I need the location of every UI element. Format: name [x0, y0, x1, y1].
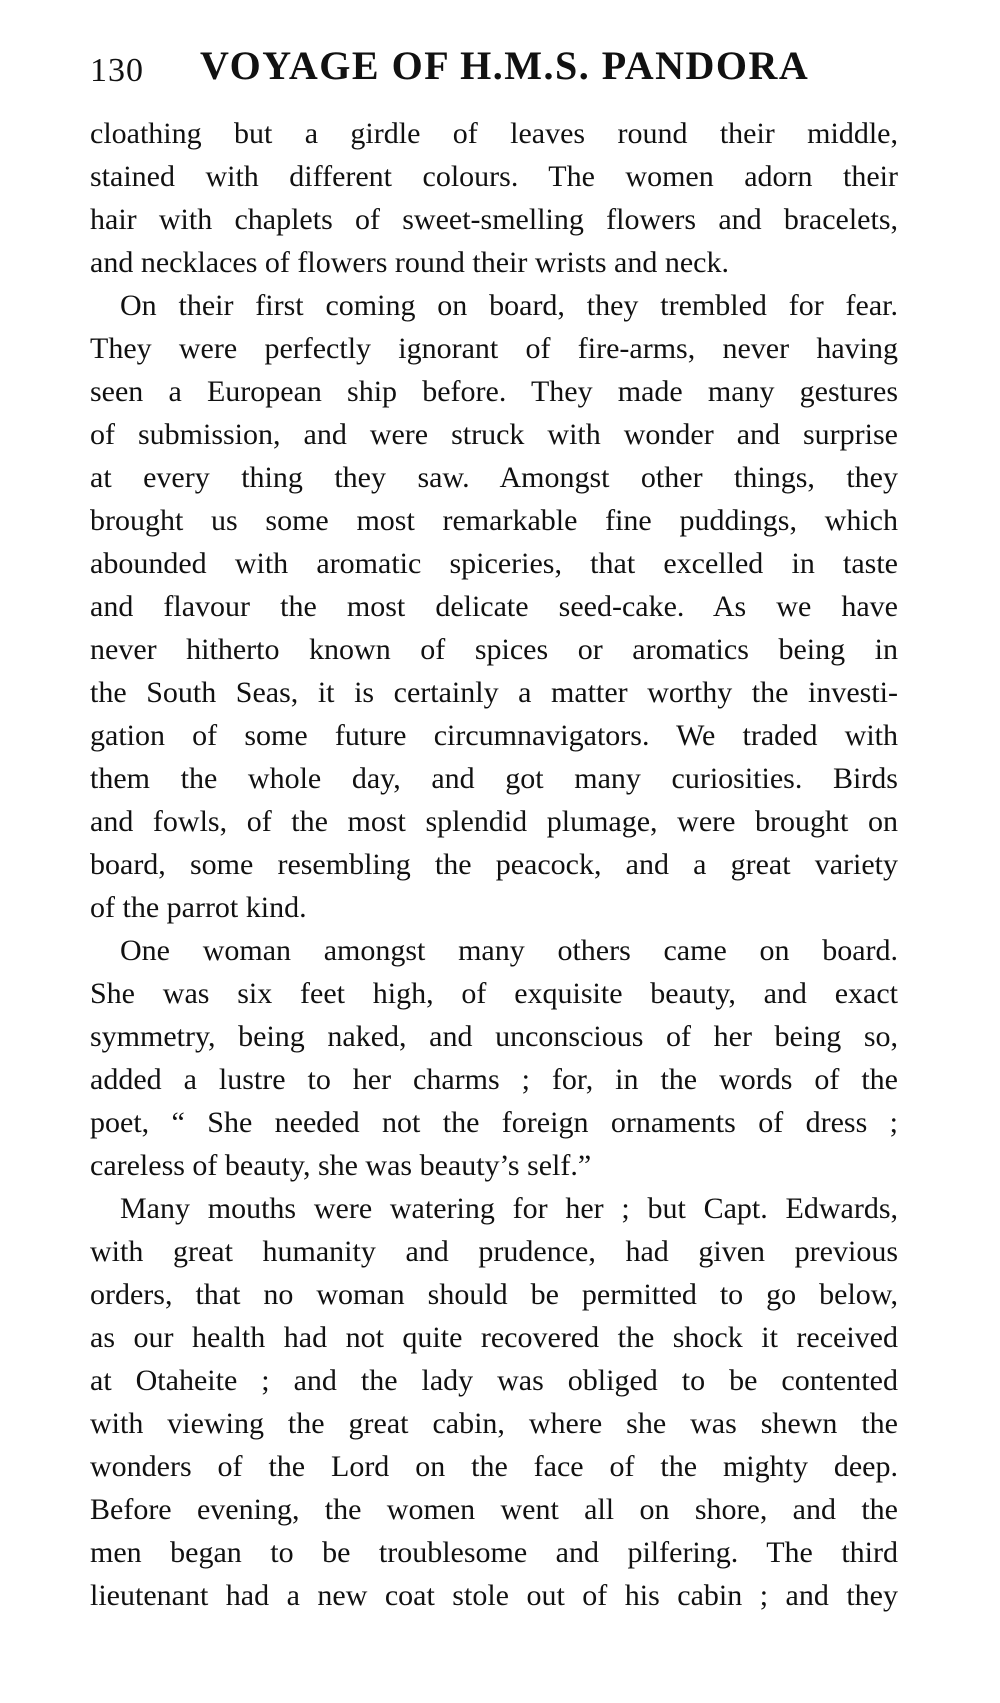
text-line: with viewing the great cabin, where she was shewn the [90, 1407, 898, 1440]
text-line: Many mouths were watering for her ; but Capt. Edwards, [120, 1192, 898, 1225]
text-line: men began to be troublesome and pilfering. The third [90, 1536, 898, 1569]
paragraph [90, 1187, 898, 1617]
page-header [90, 42, 920, 102]
text-line: never hitherto known of spices or aromatics being in [90, 633, 898, 666]
text-line: at Otaheite ; and the lady was obliged to be contented [90, 1364, 898, 1397]
text-line: gation of some future circumnavigators. We traded with [90, 719, 898, 752]
body-text [90, 112, 898, 1617]
text-line: seen a European ship before. They made many gestures [90, 375, 898, 408]
paragraph [90, 112, 898, 284]
text-line: poet, “ She needed not the foreign ornaments of dress ; [90, 1106, 898, 1139]
text-line: stained with different colours. The women adorn their [90, 160, 898, 193]
text-line: One woman amongst many others came on board. [120, 934, 898, 967]
text-line: lieutenant had a new coat stole out of his cabin ; and they [90, 1579, 898, 1612]
text-line: abounded with aromatic spiceries, that excelled in taste [90, 547, 898, 580]
text-line: brought us some most remarkable fine puddings, which [90, 504, 898, 537]
text-line: of the parrot kind. [90, 891, 307, 924]
text-line: and flavour the most delicate seed-cake. As we have [90, 590, 898, 623]
text-line: symmetry, being naked, and unconscious of her being so, [90, 1020, 898, 1053]
text-line: careless of beauty, she was beauty’s self.” [90, 1149, 592, 1182]
text-line: On their first coming on board, they trembled for fear. [120, 289, 898, 322]
text-line: hair with chaplets of sweet-smelling flowers and bracelets, [90, 203, 898, 236]
text-line: She was six feet high, of exquisite beauty, and exact [90, 977, 898, 1010]
text-line: wonders of the Lord on the face of the mighty deep. [90, 1450, 898, 1483]
running-title: VOYAGE OF H.M.S. PANDORA [200, 43, 810, 88]
text-line: board, some resembling the peacock, and a great variety [90, 848, 898, 881]
text-line: of submission, and were struck with wonder and surprise [90, 418, 898, 451]
text-line: and fowls, of the most splendid plumage, were brought on [90, 805, 898, 838]
text-line: with great humanity and prudence, had given previous [90, 1235, 898, 1268]
page-number: 130 [90, 52, 144, 89]
text-line: They were perfectly ignorant of fire-arms, never having [90, 332, 898, 365]
paragraph [90, 284, 898, 929]
paragraph [90, 929, 898, 1187]
text-line: orders, that no woman should be permitted to go below, [90, 1278, 898, 1311]
text-line: the South Seas, it is certainly a matter worthy the investi- [90, 676, 898, 709]
text-line: added a lustre to her charms ; for, in the words of the [90, 1063, 898, 1096]
text-line: and necklaces of flowers round their wrists and neck. [90, 246, 729, 279]
text-line: them the whole day, and got many curiosities. Birds [90, 762, 898, 795]
text-line: cloathing but a girdle of leaves round their middle, [90, 117, 898, 150]
text-line: as our health had not quite recovered the shock it received [90, 1321, 898, 1354]
text-line: at every thing they saw. Amongst other things, they [90, 461, 898, 494]
text-line: Before evening, the women went all on shore, and the [90, 1493, 898, 1526]
